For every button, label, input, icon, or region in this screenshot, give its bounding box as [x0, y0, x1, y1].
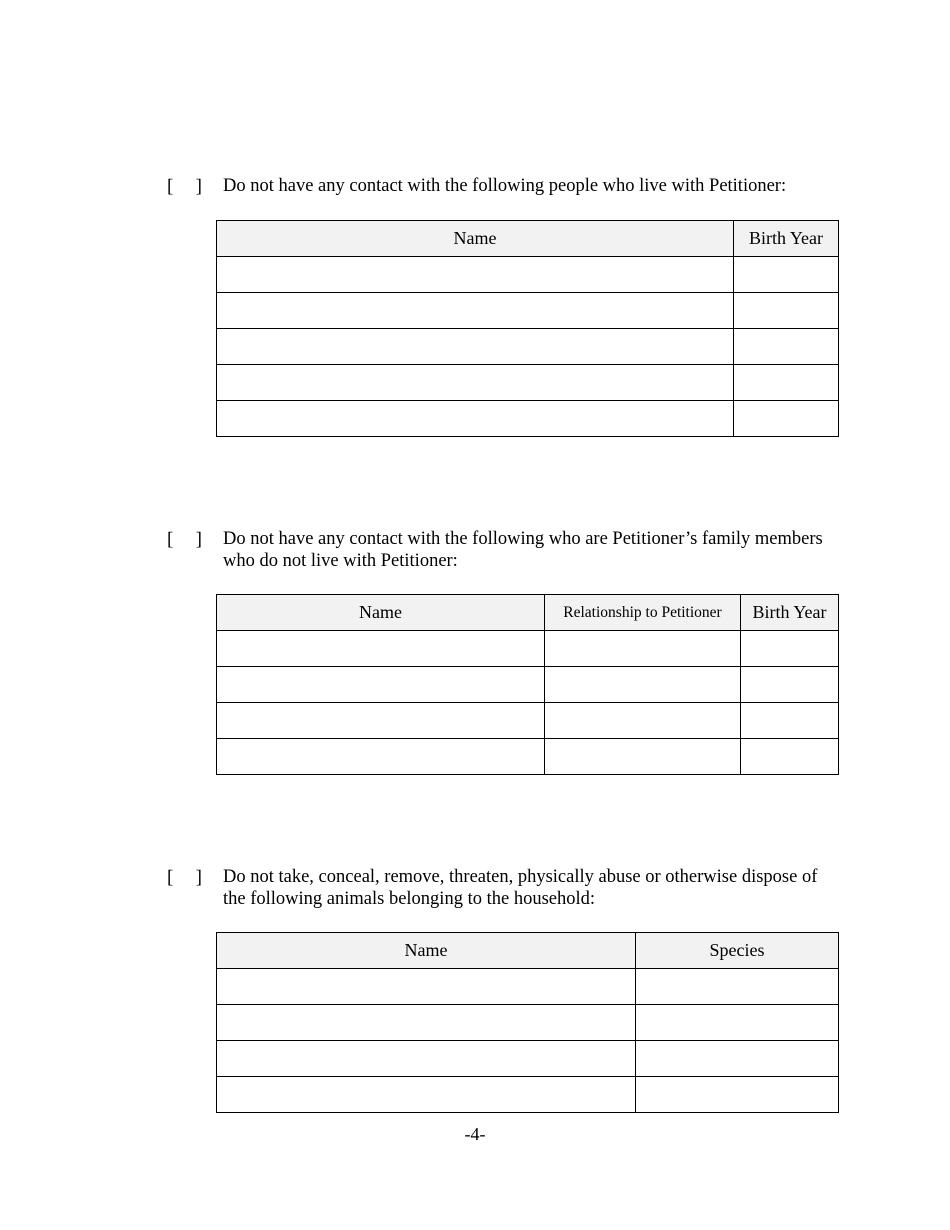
column-header-name: Name	[217, 221, 734, 257]
name-cell[interactable]	[217, 969, 636, 1005]
name-cell[interactable]	[217, 1041, 636, 1077]
name-cell[interactable]	[217, 667, 545, 703]
table-row	[217, 1077, 839, 1113]
table-row	[217, 401, 839, 437]
birth-year-cell[interactable]	[734, 329, 839, 365]
household-members-table	[216, 220, 839, 437]
table-row	[217, 1041, 839, 1077]
birth-year-cell[interactable]	[741, 667, 839, 703]
column-header-birth-year: Birth Year	[741, 595, 839, 631]
family-members-prompt: Do not have any contact with the following who are Petitioner’s family members who do not live with Petitioner:	[223, 529, 823, 571]
table-row	[217, 1005, 839, 1041]
table-row	[217, 667, 839, 703]
checkbox-family-members[interactable]: [ ]	[167, 529, 204, 550]
table-header-row	[217, 221, 839, 257]
name-cell[interactable]	[217, 703, 545, 739]
table-row	[217, 739, 839, 775]
table-row	[217, 969, 839, 1005]
animals-table	[216, 932, 839, 1113]
species-cell[interactable]	[636, 1005, 839, 1041]
birth-year-cell[interactable]	[734, 293, 839, 329]
name-cell[interactable]	[217, 739, 545, 775]
birth-year-cell[interactable]	[734, 365, 839, 401]
birth-year-cell[interactable]	[734, 257, 839, 293]
relationship-cell[interactable]	[545, 667, 741, 703]
page-number: -4-	[464, 1124, 486, 1144]
name-cell[interactable]	[217, 329, 734, 365]
name-cell[interactable]	[217, 365, 734, 401]
column-header-name: Name	[217, 595, 545, 631]
name-cell[interactable]	[217, 631, 545, 667]
name-cell[interactable]	[217, 1077, 636, 1113]
birth-year-cell[interactable]	[734, 401, 839, 437]
table-row	[217, 257, 839, 293]
table-row	[217, 365, 839, 401]
relationship-cell[interactable]	[545, 739, 741, 775]
species-cell[interactable]	[636, 1077, 839, 1113]
column-header-birth-year: Birth Year	[734, 221, 839, 257]
birth-year-cell[interactable]	[741, 703, 839, 739]
name-cell[interactable]	[217, 293, 734, 329]
table-header-row	[217, 595, 839, 631]
relationship-cell[interactable]	[545, 631, 741, 667]
relationship-cell[interactable]	[545, 703, 741, 739]
name-cell[interactable]	[217, 401, 734, 437]
checkbox-animals[interactable]: [ ]	[167, 867, 204, 888]
birth-year-cell[interactable]	[741, 739, 839, 775]
name-cell[interactable]	[217, 1005, 636, 1041]
household-members-prompt: Do not have any contact with the following people who live with Petitioner:	[223, 176, 787, 196]
table-header-row	[217, 933, 839, 969]
table-row	[217, 329, 839, 365]
column-header-name: Name	[217, 933, 636, 969]
checkbox-household-members[interactable]: [ ]	[167, 176, 204, 197]
birth-year-cell[interactable]	[741, 631, 839, 667]
column-header-species: Species	[636, 933, 839, 969]
species-cell[interactable]	[636, 1041, 839, 1077]
column-header-relationship: Relationship to Petitioner	[545, 595, 741, 631]
species-cell[interactable]	[636, 969, 839, 1005]
table-row	[217, 631, 839, 667]
family-members-table	[216, 594, 839, 775]
table-row	[217, 293, 839, 329]
name-cell[interactable]	[217, 257, 734, 293]
table-row	[217, 703, 839, 739]
animals-prompt: Do not take, conceal, remove, threaten, physically abuse or otherwise dispose of the following animals belonging to the household:	[223, 867, 818, 909]
